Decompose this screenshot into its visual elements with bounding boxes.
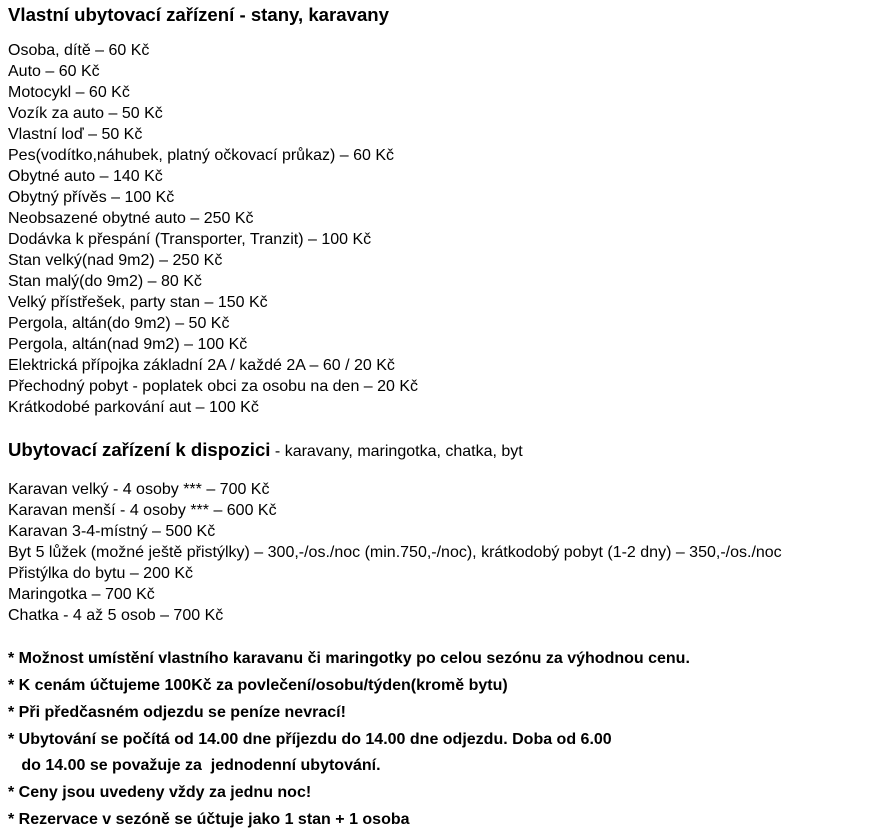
list-item: Krátkodobé parkování aut – 100 Kč xyxy=(8,399,259,416)
section-title-available-accommodation xyxy=(8,436,523,466)
list-item: Pes(vodítko,náhubek, platný očkovací průkaz) – 60 Kč xyxy=(8,147,394,164)
note-item: * Při předčasném odjezdu se peníze nevrací! xyxy=(8,704,346,721)
own-accommodation-price-list xyxy=(8,40,418,418)
note-item: * Ceny jsou uvedeny vždy za jednu noc! xyxy=(8,784,312,801)
list-item: Přistýlka do bytu – 200 Kč xyxy=(8,565,193,582)
list-item: Osoba, dítě – 60 Kč xyxy=(8,42,150,59)
list-item: Velký přístřešek, party stan – 150 Kč xyxy=(8,294,268,311)
available-accommodation-price-list xyxy=(8,479,782,626)
list-item: Stan velký(nad 9m2) – 250 Kč xyxy=(8,252,223,269)
note-item: * Možnost umístění vlastního karavanu či maringotky po celou sezónu za výhodnou cenu. xyxy=(8,650,690,667)
section-title-own-accommodation xyxy=(8,1,389,29)
list-item: Vlastní loď – 50 Kč xyxy=(8,126,143,143)
list-item: Karavan menší - 4 osoby *** – 600 Kč xyxy=(8,502,277,519)
list-item: Elektrická přípojka základní 2A / každé 2A – 60 / 20 Kč xyxy=(8,357,395,374)
note-item: * Rezervace v sezóně se účtuje jako 1 stan + 1 osoba xyxy=(8,811,410,828)
list-item: Pergola, altán(do 9m2) – 50 Kč xyxy=(8,315,230,332)
note-item: * Ubytování se počítá od 14.00 dne příjezdu do 14.00 dne odjezdu. Doba od 6.00 xyxy=(8,731,612,748)
list-item: Chatka - 4 až 5 osob – 700 Kč xyxy=(8,607,224,624)
list-item: Byt 5 lůžek (možné ještě přistýlky) – 300,-/os./noc (min.750,-/noc), krátkodobý pobyt (1-2 dny) – 350,-/os./noc xyxy=(8,544,782,561)
notes-list xyxy=(8,645,690,833)
list-item: Stan malý(do 9m2) – 80 Kč xyxy=(8,273,202,290)
note-item-continuation: do 14.00 se považuje za jednodenní ubytování. xyxy=(8,757,381,774)
list-item: Vozík za auto – 50 Kč xyxy=(8,105,163,122)
list-item: Přechodný pobyt - poplatek obci za osobu na den – 20 Kč xyxy=(8,378,419,395)
list-item: Maringotka – 700 Kč xyxy=(8,586,155,603)
list-item: Neobsazené obytné auto – 250 Kč xyxy=(8,210,254,227)
list-item: Karavan velký - 4 osoby *** – 700 Kč xyxy=(8,481,270,498)
section-subtitle: - karavany, maringotka, chatka, byt xyxy=(270,443,523,460)
list-item: Karavan 3-4-místný – 500 Kč xyxy=(8,523,216,540)
section-title-text: Ubytovací zařízení k dispozici xyxy=(8,439,271,460)
section-title-text: Vlastní ubytovací zařízení - stany, karavany xyxy=(8,4,389,25)
list-item: Obytný přívěs – 100 Kč xyxy=(8,189,175,206)
note-item: * K cenám účtujeme 100Kč za povlečení/osobu/týden(kromě bytu) xyxy=(8,677,508,694)
list-item: Auto – 60 Kč xyxy=(8,63,100,80)
list-item: Pergola, altán(nad 9m2) – 100 Kč xyxy=(8,336,248,353)
list-item: Obytné auto – 140 Kč xyxy=(8,168,163,185)
list-item: Dodávka k přespání (Transporter, Tranzit) – 100 Kč xyxy=(8,231,372,248)
list-item: Motocykl – 60 Kč xyxy=(8,84,130,101)
